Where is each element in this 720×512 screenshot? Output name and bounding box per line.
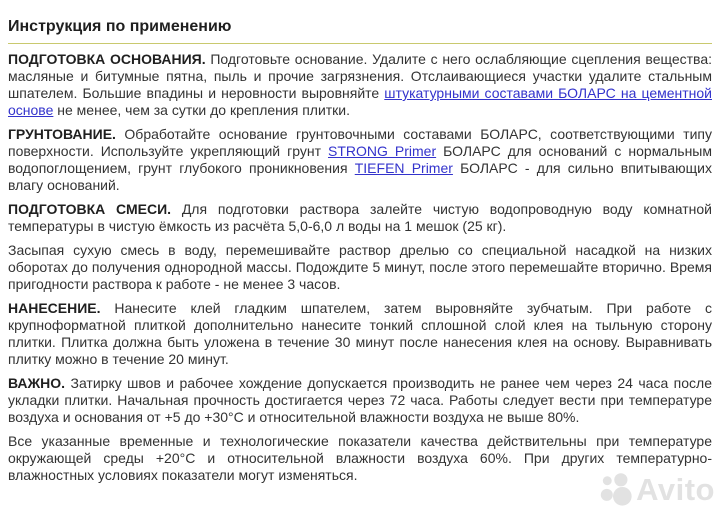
avito-logo-icon <box>600 473 633 506</box>
text-run: БОЛАРС - для сильно впитывающих влагу оснований. <box>8 160 713 193</box>
paragraph-heading: ПОДГОТОВКА ОСНОВАНИЯ. <box>8 51 206 67</box>
paragraph-heading: ГРУНТОВАНИЕ. <box>8 126 116 142</box>
text-run: не менее, чем за сутки до крепления плитки. <box>53 102 351 118</box>
paragraph <box>8 242 712 293</box>
text-run: Все указанные временные и технологические показатели качества действительны при температуре окружающей среды +20°С и относительной влажности воздуха 60%. При других температурно-влажностных условиях показатели могут изменяться. <box>8 433 712 483</box>
instruction-text <box>8 51 712 484</box>
text-run: Нанесите клей гладким шпателем, затем выровняйте зубчатым. При работе с крупноформатной плиткой дополнительно нанесите тонкий сплошной слой клея на тыльную сторону плитки. Плитка должна быть уложена в течение 30 минут после нанесения клея на основу. Выравнивать плитку можно в течение 20 минут. <box>8 300 712 367</box>
paragraph-heading: ПОДГОТОВКА СМЕСИ. <box>8 201 172 217</box>
paragraph-heading: ВАЖНО. <box>8 375 66 391</box>
paragraph <box>8 375 712 426</box>
text-run: Обработайте основание грунтовочными составами БОЛАРС, соответствующими типу поверхности. Используйте укрепляющий грунт <box>8 126 712 159</box>
title-divider <box>8 43 712 44</box>
paragraph <box>8 51 712 119</box>
link-plaster-compounds-bolars[interactable]: штукатурными составами БОЛАРС на цементной основе <box>8 85 712 118</box>
text-run: Засыпая сухую смесь в воду, перемешивайте раствор дрелью со специальной насадкой на низких оборотах до получения однородной массы. Подождите 5 минут, после этого перемешайте вторично. Время пригодности раствора к работе - не менее 3 часов. <box>8 242 712 292</box>
text-run: Затирку швов и рабочее хождение допускается производить не ранее чем через 24 часа после укладки плитки. Начальная прочность достигается через 72 часа. Работы следует вести при температуре воздуха и основания от +5 до +30°С и относительной влажности воздуха не выше 80%. <box>8 375 712 425</box>
avito-watermark <box>600 473 715 506</box>
page-title: Инструкция по применению <box>8 18 232 35</box>
instruction-page <box>0 17 720 484</box>
paragraph <box>8 126 712 194</box>
paragraph-heading: НАНЕСЕНИЕ. <box>8 300 101 316</box>
paragraph <box>8 300 712 368</box>
text-run: Для подготовки раствора залейте чистую водопроводную воду комнатной температуры в чистую ёмкость из расчёта 5,0-6,0 л воды на 1 мешок (25 кг). <box>8 201 712 234</box>
text-run: Подготовьте основание. Удалите с него ослабляющие сцепления вещества: масляные и битумные пятна, пыль и прочие загрязнения. Отслаивающиеся участки удалите стальным шпателем. Большие впадины и неровности выровняйте <box>8 51 713 101</box>
link-tiefen-primer[interactable]: TIEFEN Primer <box>354 160 453 176</box>
text-run: БОЛАРС для оснований с нормальным водопоглощением, грунт глубокого проникновения <box>8 143 712 176</box>
avito-watermark-label: Avito <box>636 472 715 507</box>
link-strong-primer[interactable]: STRONG Primer <box>328 143 437 159</box>
paragraph <box>8 201 712 235</box>
